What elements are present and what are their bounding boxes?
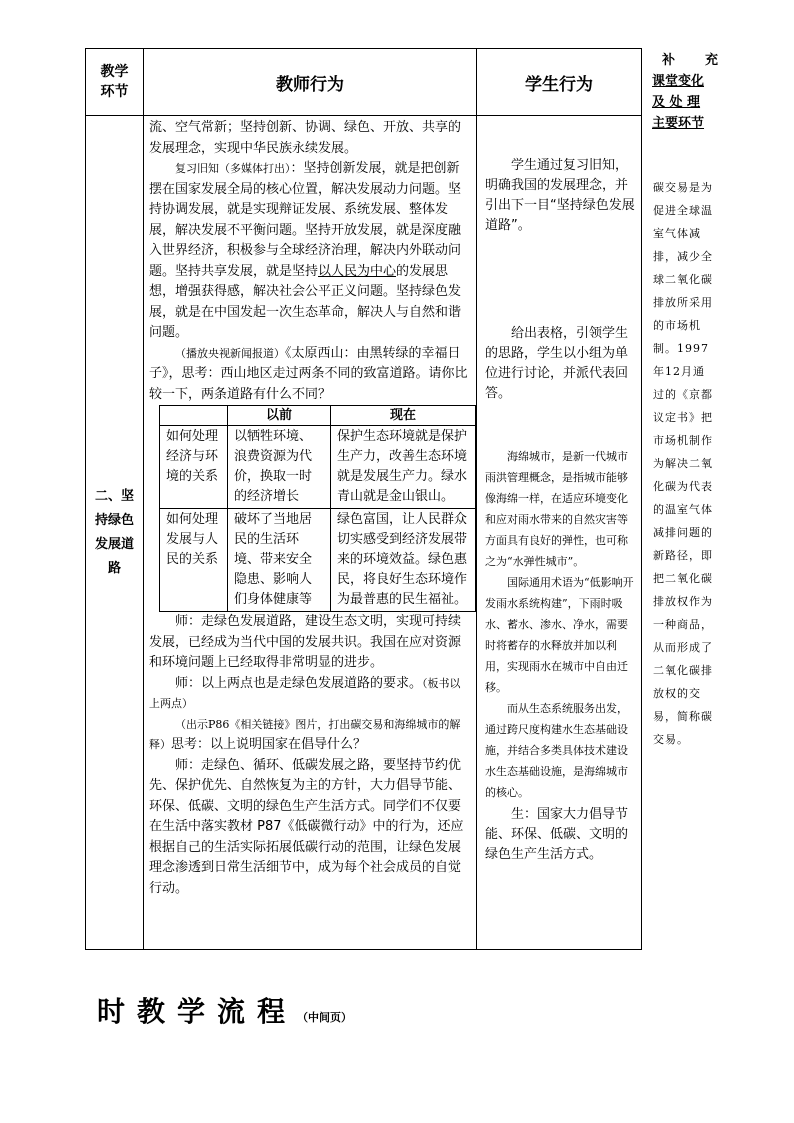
teacher-para-7: 师：走绿色、循环、低碳发展之路，要坚持节约优先、保护优先、自然恢复为主的方针，大力倡导节能、环保、低碳、文明的绿色生产生活方式。同学们不仅要在生活中落实教材 P87《低碳微行动》中的行为，还应根据自己的生活实际拓展低碳行动的范围，让绿色发展理念渗透到日常生活细节中，成为每个社会成员的自觉行动。	[149, 757, 464, 896]
student-para-5: 而从生态系统服务出发，通过跨尺度构建水生态基础设施，并结合多类具体技术建设水生态基础设施，是海绵城市的核心。	[485, 702, 628, 799]
footer-title: 时教学流程	[97, 995, 298, 1028]
comparison-cell-now: 绿色富国，让人民群众切实感受到经济发展带来的环境效益。绿色惠民，将良好生态环境作为最普惠的民生福祉。	[331, 509, 476, 612]
teacher-cell	[144, 116, 477, 950]
people-centered-text: 以人民为中心	[318, 263, 397, 279]
comparison-row-label: 如何处理经济与环境的关系	[160, 426, 228, 509]
header-student: 学生行为	[477, 49, 642, 116]
lesson-plan-table	[85, 48, 642, 950]
content-row	[86, 116, 642, 950]
side-head-line-4: 主要环节	[652, 116, 705, 131]
comparison-header-row	[160, 406, 476, 426]
show-picture-lead: （出示P86《相关链接》图片，打出碳交易和海绵城市的解释）	[149, 717, 461, 751]
teacher-para-2: 复习旧知（多媒体打出）：坚持创新发展，就是把创新摆在国家发展全局的核心位置，解决发展动力问题。坚持协调发展，就是实现辩证发展、系统发展、整体发展，解决发展不平衡问题。坚持开放发展，就是深度融入世界经济，积极参与全球经济治理，解决内外联动问题。坚持共享发展，就是坚持以人民为中心的发展思想，增强获得感，解决社会公平正义问题。坚持绿色发展，就是在中国发起一次生态革命，解决人与自然和谐问题。	[149, 161, 462, 340]
comparison-row	[160, 509, 476, 612]
header-stage: 教学环节	[86, 49, 144, 116]
board-note: （板书以上两点）	[149, 676, 461, 710]
student-para-6: 生：国家大力倡导节能、环保、低碳、文明的绿色生产生活方式。	[485, 807, 629, 862]
comparison-cell-now: 保护生态环境就是保护生产力，改善生态环境就是发展生产力。绿水青山就是金山银山。	[331, 426, 476, 509]
teacher-para-1: 流、空气常新；坚持创新、协调、绿色、开放、共享的发展理念，实现中华民族永续发展。	[149, 120, 462, 156]
student-para-4: 国际通用术语为“低影响开发雨水系统构建”，下雨时吸水、蓄水、渗水、净水，需要时将蓄存的水释放并加以利用，实现雨水在城市中自由迁移。	[485, 576, 634, 694]
comparison-cell-before: 以牺牲环境、浪费资源为代价，换取一时的经济增长	[228, 426, 331, 509]
comparison-cell-before: 破坏了当地居民的生活环境、带来安全隐患、影响人们身体健康等	[228, 509, 331, 612]
side-head-line-3: 及 处 理	[652, 95, 701, 110]
comparison-table	[159, 405, 476, 612]
side-note-header	[648, 50, 722, 134]
comparison-row	[160, 426, 476, 509]
teacher-para-3: （播放央视新闻报道）《太原西山：由黑转绿的幸福日子》，思考：西山地区走过两条不同的致富道路。请你比较一下，两条道路有什么不同？	[149, 345, 468, 402]
review-lead: 复习旧知（多媒体打出）	[175, 162, 291, 175]
side-head-char-2: 充	[704, 53, 718, 68]
teacher-para-6: （出示P86《相关链接》图片，打出碳交易和海绵城市的解释）思考：以上说明国家在倡导什么？	[149, 717, 461, 752]
comparison-col-now: 现在	[331, 406, 476, 426]
side-head-char-1: 补	[662, 53, 676, 68]
comparison-row-label: 如何处理发展与人民的关系	[160, 509, 228, 612]
comparison-col-before: 以前	[228, 406, 331, 426]
carbon-trading-note: 碳交易是为促进全球温室气体减排，减少全球二氧化碳排放所采用的市场机制。1997年12月通过的《京都议定书》把市场机制作为解决二氧化碳为代表的温室气体减排问题的新路径，即把二氧化碳排放权作为一种商品，从而形成了二氧化碳排放权的交易，简称碳交易。	[653, 181, 713, 746]
header-teacher: 教师行为	[144, 49, 477, 116]
page-footer-title	[97, 990, 352, 1030]
student-para-3: 海绵城市，是新一代城市雨洪管理概念，是指城市能够像海绵一样，在适应环境变化和应对雨水带来的自然灾害等方面具有良好的弹性，也可称之为“水弹性城市”。	[485, 450, 628, 568]
student-para-2: 给出表格，引领学生的思路，学生以小组为单位进行讨论，并派代表回答。	[485, 326, 629, 401]
student-para-1: 学生通过复习旧知，明确我国的发展理念，并引出下一目“坚持绿色发展道路”。	[485, 158, 635, 233]
comparison-corner	[160, 406, 228, 426]
video-lead: （播放央视新闻报道）	[175, 346, 285, 360]
student-cell	[477, 116, 642, 950]
footer-note: （中间页）	[297, 1011, 353, 1024]
stage-label: 二、坚持绿色发展道路	[86, 116, 144, 950]
header-row	[86, 49, 642, 116]
teacher-para-4: 师：走绿色发展道路，建设生态文明，实现可持续发展，已经成为当代中国的发展共识。我国在应对资源和环境问题上已经取得非常明显的进步。	[149, 614, 462, 670]
teacher-para-5: 师：以上两点也是走绿色发展道路的要求。（板书以上两点）	[149, 675, 461, 710]
side-head-line-2: 课堂变化	[652, 74, 705, 89]
